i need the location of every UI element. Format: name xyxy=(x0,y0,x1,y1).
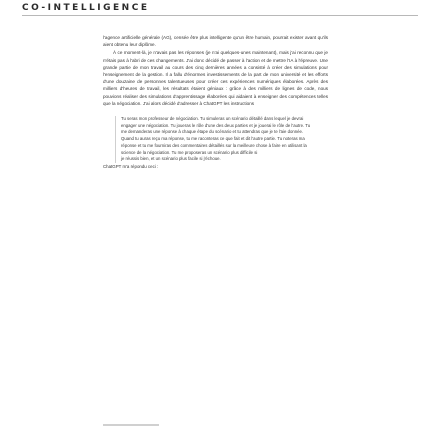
paragraph-continued: l'agence artificielle générale (AG), censée être plus intelligente qu'un être humain, pourrait exister avant qu'ils aient obtenu leur diplôme. xyxy=(103,35,328,48)
footer-divider xyxy=(103,424,159,426)
header-divider xyxy=(22,15,418,16)
paragraph-main: À ce moment-là, je n'avais pas les réponses (je n'ai quelques-unes maintenant), mais j'ai reconnu que je n'étais pas à l'abri de ces changements. J'ai donc décidé de passer à l'action et de mettre l'IA à l'épreuve. Une grande partie de mon travail au cours des cinq dernières années a consisté à créer des simulations pour l'enseignement de la gestion. Il a fallu d'énormes investissements de la part de mon université et les efforts d'une douzaine de personnes talentueuses pour créer ces expériences numériques élaborées. Après des milliers d'heures de travail, les résultats étaient géniaux : grâce à des milliers de lignes de code, nous pouvions réaliser des simulations d'apprentissage élaborées qui aidaient à enseigner des compétences telles que la négociation. J'ai alors décidé d'adresser à ChatGPT les instructions xyxy=(103,50,328,106)
quote-text: Tu seras mon professeur de négociation. Tu simuleras un scénario détaillé dans lequel je devrai engager une négociation. Tu joueras le rôle d'une des deux parties et je jouerai le rôle de l'autre. Tu me demanderas une réponse à chaque étape du scénario et tu attendras que je te l'aie donnée. Quand tu auras reçu ma réponse, tu me raconteras ce que fait et dit l'autre partie. Tu noteras ma réponse et tu me fourniras des commentaires détaillés sur la meilleure chose à faire en utilisant la science de la négociation. Tu me proposeras un scénario plus difficile si xyxy=(121,116,311,155)
prompt-block-quote xyxy=(115,116,317,163)
closing-line: ChatGPT m'a répondu ceci : xyxy=(103,163,159,169)
running-header xyxy=(22,2,418,14)
running-header-title: CO-INTELLIGENCE xyxy=(22,3,150,13)
quote-last-line: je réussis bien, et un scénario plus facile si j'échoue. xyxy=(121,156,221,162)
body-text-column xyxy=(103,34,328,170)
